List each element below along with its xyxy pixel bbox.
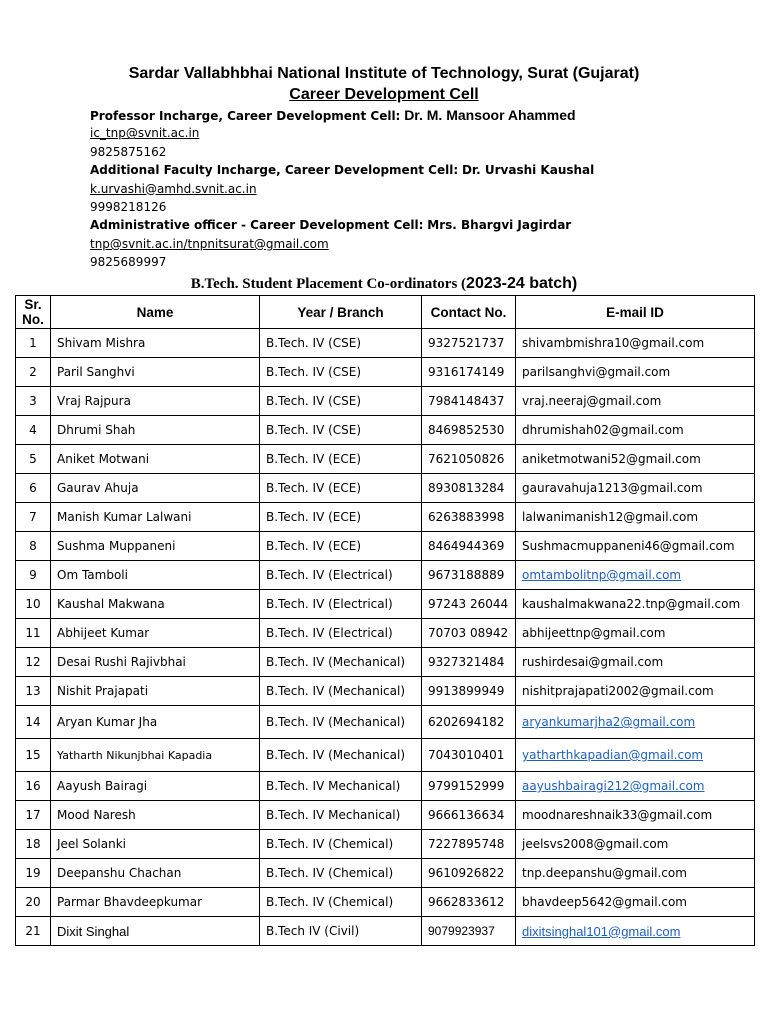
email-cell: jeelsvs2008@gmail.com <box>516 830 755 859</box>
branch-cell: B.Tech. IV (Electrical) <box>260 590 422 619</box>
branch-cell: B.Tech. IV (ECE) <box>260 474 422 503</box>
email-cell <box>516 739 755 772</box>
table-row <box>16 387 755 416</box>
role-label: Professor Incharge, Career Development Cell: <box>90 109 401 123</box>
name-cell: Jeel Solanki <box>51 830 260 859</box>
email-cell <box>516 917 755 946</box>
name-cell: Vraj Rajpura <box>51 387 260 416</box>
name-cell: Shivam Mishra <box>51 329 260 358</box>
branch-cell: B.Tech. IV (CSE) <box>260 358 422 387</box>
column-header: Sr. No. <box>16 296 51 329</box>
role-label: Administrative officer - Career Development Cell: <box>90 218 424 233</box>
table-row <box>16 888 755 917</box>
branch-cell: B.Tech IV (Civil) <box>260 917 422 946</box>
sr-cell: 18 <box>16 830 51 859</box>
sr-cell: 1 <box>16 329 51 358</box>
branch-cell: B.Tech. IV (Mechanical) <box>260 706 422 739</box>
name-cell: Paril Sanghvi <box>51 358 260 387</box>
sr-cell: 9 <box>16 561 51 590</box>
sr-cell: 12 <box>16 648 51 677</box>
email-cell: dhrumishah02@gmail.com <box>516 416 755 445</box>
table-row <box>16 445 755 474</box>
contact-cell: 8469852530 <box>422 416 516 445</box>
phone-number: 9998218126 <box>90 199 167 214</box>
email-cell: lalwanimanish12@gmail.com <box>516 503 755 532</box>
cell-title: Career Development Cell <box>289 86 479 103</box>
branch-cell: B.Tech. IV (Electrical) <box>260 561 422 590</box>
email-cell <box>516 706 755 739</box>
email-link[interactable]: k.urvashi@amhd.svnit.ac.in <box>90 181 257 196</box>
branch-cell: B.Tech. IV Mechanical) <box>260 801 422 830</box>
email-cell: aniketmotwani52@gmail.com <box>516 445 755 474</box>
sr-cell: 5 <box>16 445 51 474</box>
additional-faculty-line <box>90 161 594 179</box>
contact-cell: 9327521737 <box>422 329 516 358</box>
email-link[interactable]: omtambolitnp@gmail.com <box>522 568 682 582</box>
table-row <box>16 677 755 706</box>
name-cell: Kaushal Makwana <box>51 590 260 619</box>
email-cell: abhijeettnp@gmail.com <box>516 619 755 648</box>
branch-cell: B.Tech. IV (Chemical) <box>260 859 422 888</box>
email-cell: bhavdeep5642@gmail.com <box>516 888 755 917</box>
table-row <box>16 772 755 801</box>
table-heading: B.Tech. Student Placement Co-ordinators (2023-24 batch) <box>190 275 578 292</box>
contact-cell: 9673188889 <box>422 561 516 590</box>
contact-cell: 9079923937 <box>422 917 516 946</box>
column-header: E-mail ID <box>516 296 755 329</box>
table-row <box>16 706 755 739</box>
branch-cell: B.Tech. IV (Mechanical) <box>260 677 422 706</box>
branch-cell: B.Tech. IV (ECE) <box>260 503 422 532</box>
name-cell: Deepanshu Chachan <box>51 859 260 888</box>
table-row <box>16 830 755 859</box>
name-cell: Abhijeet Kumar <box>51 619 260 648</box>
branch-cell: B.Tech. IV (CSE) <box>260 329 422 358</box>
sr-cell: 2 <box>16 358 51 387</box>
email-cell: gauravahuja1213@gmail.com <box>516 474 755 503</box>
administrative-officer-line <box>90 216 594 234</box>
table-row <box>16 329 755 358</box>
email-cell: moodnareshnaik33@gmail.com <box>516 801 755 830</box>
sr-cell: 15 <box>16 739 51 772</box>
name-cell: Dixit Singhal <box>51 917 260 946</box>
name-cell: Nishit Prajapati <box>51 677 260 706</box>
name-cell: Aryan Kumar Jha <box>51 706 260 739</box>
sr-cell: 7 <box>16 503 51 532</box>
table-row <box>16 739 755 772</box>
table-row <box>16 474 755 503</box>
sr-cell: 19 <box>16 859 51 888</box>
branch-cell: B.Tech. IV Mechanical) <box>260 772 422 801</box>
name-cell: Yatharth Nikunjbhai Kapadia <box>51 739 260 772</box>
contact-cell: 7984148437 <box>422 387 516 416</box>
table-row <box>16 416 755 445</box>
name-cell: Sushma Muppaneni <box>51 532 260 561</box>
contact-cell: 6263883998 <box>422 503 516 532</box>
person-name: Dr. Urvashi Kaushal <box>461 163 595 178</box>
contact-cell: 9913899949 <box>422 677 516 706</box>
table-row <box>16 801 755 830</box>
branch-cell: B.Tech. IV (Chemical) <box>260 830 422 859</box>
institute-title: Sardar Vallabhbhai National Institute of Technology, Surat (Gujarat) <box>128 65 640 82</box>
email-cell: shivambmishra10@gmail.com <box>516 329 755 358</box>
contact-cell: 9666136634 <box>422 801 516 830</box>
sr-cell: 11 <box>16 619 51 648</box>
name-cell: Desai Rushi Rajivbhai <box>51 648 260 677</box>
person-name: Dr. M. Mansoor Ahammed <box>404 107 576 123</box>
table-row <box>16 619 755 648</box>
professor-incharge-line <box>90 106 594 124</box>
email-link[interactable]: yatharthkapadian@gmail.com <box>522 748 704 762</box>
contact-cell: 97243 26044 <box>422 590 516 619</box>
column-header: Name <box>51 296 260 329</box>
name-cell: Mood Naresh <box>51 801 260 830</box>
email-cell: parilsanghvi@gmail.com <box>516 358 755 387</box>
phone-number: 9825689997 <box>90 255 167 270</box>
branch-cell: B.Tech. IV (Mechanical) <box>260 739 422 772</box>
contact-cell: 70703 08942 <box>422 619 516 648</box>
branch-cell: B.Tech. IV (CSE) <box>260 387 422 416</box>
email-cell: Sushmacmuppaneni46@gmail.com <box>516 532 755 561</box>
table-row <box>16 859 755 888</box>
contact-cell: 7621050826 <box>422 445 516 474</box>
sr-cell: 10 <box>16 590 51 619</box>
branch-cell: B.Tech. IV (CSE) <box>260 416 422 445</box>
coordinators-table <box>15 295 755 946</box>
sr-cell: 8 <box>16 532 51 561</box>
sr-cell: 14 <box>16 706 51 739</box>
email-cell: rushirdesai@gmail.com <box>516 648 755 677</box>
table-row <box>16 503 755 532</box>
table-row <box>16 590 755 619</box>
sr-cell: 17 <box>16 801 51 830</box>
sr-cell: 4 <box>16 416 51 445</box>
name-cell: Dhrumi Shah <box>51 416 260 445</box>
sr-cell: 3 <box>16 387 51 416</box>
table-row <box>16 648 755 677</box>
person-name: Mrs. Bhargvi Jagirdar <box>427 218 572 233</box>
contact-cell: 8930813284 <box>422 474 516 503</box>
email-cell: nishitprajapati2002@gmail.com <box>516 677 755 706</box>
branch-cell: B.Tech. IV (Electrical) <box>260 619 422 648</box>
name-cell: Manish Kumar Lalwani <box>51 503 260 532</box>
contact-cell: 7227895748 <box>422 830 516 859</box>
email-link[interactable]: tnp@svnit.ac.in/tnpnitsurat@gmail.com <box>90 236 329 251</box>
email-link[interactable]: aryankumarjha2@gmail.com <box>522 715 696 729</box>
contact-cell: 9316174149 <box>422 358 516 387</box>
name-cell: Aniket Motwani <box>51 445 260 474</box>
email-cell: tnp.deepanshu@gmail.com <box>516 859 755 888</box>
contact-cell: 9327321484 <box>422 648 516 677</box>
phone-number: 9825875162 <box>90 144 167 159</box>
role-label: Additional Faculty Incharge, Career Development Cell: <box>90 163 459 178</box>
name-cell: Om Tamboli <box>51 561 260 590</box>
branch-cell: B.Tech. IV (ECE) <box>260 445 422 474</box>
column-header: Year / Branch <box>260 296 422 329</box>
table-row <box>16 561 755 590</box>
email-link[interactable]: dixitsinghal101@gmail.com <box>522 923 681 939</box>
email-cell: kaushalmakwana22.tnp@gmail.com <box>516 590 755 619</box>
contact-cell: 9662833612 <box>422 888 516 917</box>
name-cell: Gaurav Ahuja <box>51 474 260 503</box>
sr-cell: 21 <box>16 917 51 946</box>
contact-info <box>90 106 594 272</box>
email-cell: vraj.neeraj@gmail.com <box>516 387 755 416</box>
contact-cell: 6202694182 <box>422 706 516 739</box>
table-row <box>16 532 755 561</box>
sr-cell: 13 <box>16 677 51 706</box>
sr-cell: 16 <box>16 772 51 801</box>
contact-cell: 8464944369 <box>422 532 516 561</box>
branch-cell: B.Tech. IV (ECE) <box>260 532 422 561</box>
column-header: Contact No. <box>422 296 516 329</box>
email-cell <box>516 772 755 801</box>
sr-cell: 6 <box>16 474 51 503</box>
name-cell: Parmar Bhavdeepkumar <box>51 888 260 917</box>
contact-cell: 7043010401 <box>422 739 516 772</box>
email-cell <box>516 561 755 590</box>
sr-cell: 20 <box>16 888 51 917</box>
branch-cell: B.Tech. IV (Chemical) <box>260 888 422 917</box>
name-cell: Aayush Bairagi <box>51 772 260 801</box>
contact-cell: 9610926822 <box>422 859 516 888</box>
table-row <box>16 917 755 946</box>
table-header-row <box>16 296 755 329</box>
branch-cell: B.Tech. IV (Mechanical) <box>260 648 422 677</box>
table-row <box>16 358 755 387</box>
email-link[interactable]: ic_tnp@svnit.ac.in <box>90 126 200 141</box>
contact-cell: 9799152999 <box>422 772 516 801</box>
email-link[interactable]: aayushbairagi212@gmail.com <box>522 779 705 793</box>
